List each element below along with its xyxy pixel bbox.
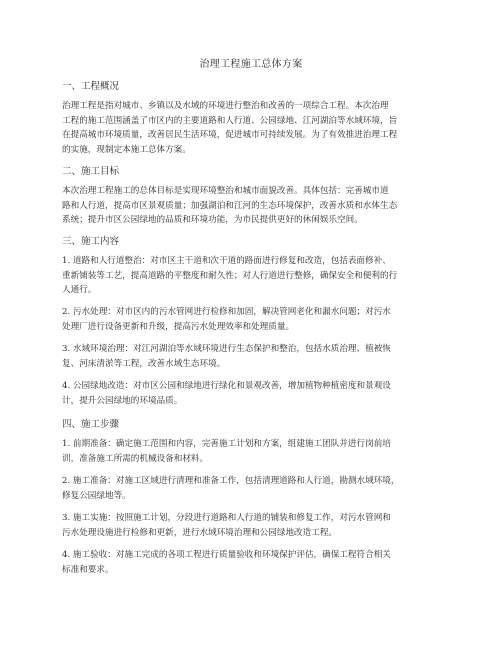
- text-line: 1. 前期准备：确定施工范围和内容，完善施工计划和方案，组建施工团队并进行岗前培: [62, 439, 391, 449]
- text-line: 3. 施工实施：按照施工计划，分段进行道路和人行道的铺装和修复工作，对污水管网和: [62, 513, 391, 523]
- paragraph-steps-acceptance: [62, 548, 442, 577]
- section-heading-content: 三、施工内容: [62, 236, 120, 247]
- text-line: 污水处理设施进行检修和更新，进行水域环境治理和公园绿地改造工程。: [62, 527, 338, 538]
- paragraph-content-water: [62, 342, 442, 371]
- text-line: 本次治理工程施工的总体目标是实现环境整治和城市面貌改善。具体包括：完善城市道: [62, 186, 389, 196]
- section-heading-overview: 一、工程概况: [62, 81, 120, 92]
- text-line: 1. 道路和人行道整治：对市区主干道和次干道的路面进行修复和改造，包括表面修补、: [62, 256, 391, 266]
- text-line: 重新铺装等工艺，提高道路的平整度和耐久性；对人行道进行整修，确保安全和便利的行: [62, 270, 398, 281]
- section-heading-steps: 四、施工步骤: [62, 419, 120, 430]
- document-title: 治理工程施工总体方案: [199, 59, 303, 70]
- text-line: 4. 施工验收：对施工完成的各项工程进行质量验收和环境保护评估，确保工程符合相关: [62, 550, 391, 560]
- text-line: 的实施，现制定本施工总体方案。: [62, 144, 191, 155]
- text-line: 在提高城市环境质量，改善居民生活环境，促进城市可持续发展。为了有效推进治理工程: [62, 130, 398, 141]
- paragraph-steps-setup: [62, 474, 442, 503]
- text-line: 3. 水域环境治理：对江河湖泊等水域环境进行生态保护和整治，包括水质治理、植被恢: [62, 344, 391, 354]
- text-line: 系统；提升市区公园绿地的品质和环境功能，为市民提供更好的休闲娱乐空间。: [62, 215, 363, 226]
- text-line: 治理工程是指对城市、乡镇以及水域的环境进行整治和改善的一项综合工程。本次治理: [62, 101, 389, 111]
- text-line: 处理厂进行设备更新和升级，提高污水处理效率和处理质量。: [62, 321, 295, 332]
- text-line: 人通行。: [62, 285, 97, 296]
- paragraph-goals: [62, 184, 442, 228]
- text-line: 计，提升公园绿地的环境品质。: [62, 395, 183, 406]
- paragraph-steps-execution: [62, 511, 442, 540]
- section-heading-goals: 二、施工目标: [62, 166, 120, 177]
- text-line: 修复公园绿地等。: [62, 490, 131, 501]
- paragraph-content-parks: [62, 379, 442, 408]
- text-line: 标准和要求。: [62, 564, 114, 575]
- text-line: 训，准备施工所需的机械设备和材料。: [62, 453, 209, 464]
- text-line: 2. 施工准备：对施工区域进行清理和准备工作，包括清理道路和人行道，勘测水域环境，: [62, 476, 400, 486]
- text-line: 复、河床清淤等工程，改善水域生态环境。: [62, 358, 226, 369]
- text-line: 2. 污水处理：对市区内的污水管网进行检修和加固，解决管网老化和漏水问题；对污水: [62, 307, 391, 317]
- text-line: 路和人行道，提高市区景观质量；加强湖泊和江河的生态环境保护，改善水质和水体生态: [62, 200, 398, 211]
- paragraph-content-roads: [62, 254, 442, 298]
- paragraph-overview: [62, 99, 442, 157]
- paragraph-steps-prep: [62, 437, 442, 466]
- text-line: 4. 公园绿地改造：对市区公园和绿地进行绿化和景观改善，增加植物种植密度和景观设: [62, 381, 391, 391]
- paragraph-content-sewage: [62, 305, 442, 334]
- text-line: 工程的施工范围涵盖了市区内的主要道路和人行道、公园绿地、江河湖泊等水域环境，旨: [62, 115, 398, 126]
